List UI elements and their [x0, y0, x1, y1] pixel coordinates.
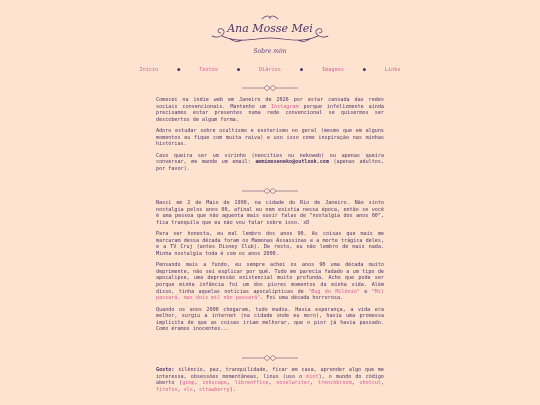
page-subtitle: Sobre mim — [253, 48, 287, 55]
intro-paragraph: Adoro estudar sobre ocultismo e esoterismo no geral (mesmo que em alguns momentos eu fique com muita raiva) e uso isso como inspiração nas minhas histórias. — [156, 128, 384, 148]
nav-separator-dot: ● — [299, 67, 303, 73]
link-mint[interactable]: mint — [306, 373, 319, 380]
link-inkscape[interactable]: inkscape — [202, 380, 227, 387]
contact-paragraph: Caso queira ser um virinho (neocities ou nekoweb) ou apenas queira conversar, me mande um email: ammimoseneko@outlook.com (apenas adultos, por favor). — [156, 152, 384, 172]
nav-link-imagens[interactable]: Imagens — [321, 67, 344, 73]
nav-separator-dot: ● — [237, 67, 241, 73]
bio-paragraph: Quando os anos 2000 chegaram, tudo mudou. Havia esperança, a vida era melhor, surgiu a internet (na cidade onde eu moro), havia uma promessa implícita de que as coisas iriam melhorar, que o pior já havia passado. Como éramos inocentes... — [156, 306, 384, 333]
nav-link-textos[interactable]: Textos — [199, 67, 219, 73]
highlight-quote: "Mil passará, mas dois mil não passará" — [156, 288, 385, 302]
link-shotcut[interactable]: shotcut — [359, 380, 381, 387]
intro-section — [156, 97, 384, 177]
bio-paragraph: Para ser honesta, eu mal lembro dos anos 90. As coisas que mais me marcaram dessa década foram os Mamonas Assassinas e a morte trágica deles, e a TV Cruj (antes Disney Club). De resto, eu não lembro de mais nada. Minha nostalgia toda é com os anos 2000. — [156, 231, 384, 257]
nav-link-links[interactable]: Links — [384, 67, 401, 73]
intro-paragraph: Comecei na indie web em Janeiro de 2026 por estar cansada das redes sociais convencionais. Mantenho um Instagram porque infelizmente ainda precisamos estar presentes numa rede convencional se quisermos ser descobertos de algum forma. — [156, 97, 385, 123]
likes-paragraph: Gosto: silêncio, paz, tranquilidade, ficar em casa, aprender algo que me interessa, obsessões momentâneas, linux (uso o mint), o mundo do código aberto (gimp, inkscape, libreoffice, novelwriter, trenchbroom, shotcut, firefox, vlc, strawberry). — [156, 367, 385, 393]
link-novelwriter[interactable]: novelwriter — [276, 380, 311, 387]
site-header — [0, 14, 540, 55]
link-vlc[interactable]: vlc — [183, 386, 193, 393]
ornament-divider — [0, 188, 540, 194]
highlight-quote: "Bug do Milênio" — [308, 288, 360, 295]
contact-email[interactable]: ammimoseneko@outlook.com — [255, 159, 329, 166]
link-trenchbroom[interactable]: trenchbroom — [317, 380, 352, 387]
link-gimp[interactable]: gimp — [182, 380, 195, 387]
link-firefox[interactable]: firefox — [156, 386, 178, 393]
ornament-divider — [0, 85, 540, 91]
bio-section — [156, 200, 384, 338]
nav-link-inicio[interactable]: Início — [139, 67, 159, 73]
site-title: Ana Mosse Mei — [227, 22, 313, 35]
instagram-link[interactable]: Instagram — [270, 103, 299, 110]
site-logo — [200, 14, 340, 50]
bio-paragraph: Nasci em 2 de Maio de 1990, na cidade do Rio de Janeiro. Não sinto nostalgia pelos anos 00, afinal eu nem existia nessa época, então se você é uma pessoa que não aguenta mais ouvir falas de "nostalgia dos anos 00", fica tranquila que eu não vou falar sobre isso. xD — [156, 200, 384, 226]
nav-separator-dot: ● — [362, 67, 366, 73]
nav-link-diarios[interactable]: Diários — [259, 67, 281, 73]
bio-paragraph: Pensando mais a fundo, eu sempre achei os anos 90 uma década muito deprimente, não sei explicar por quê. Tudo me parecia fadado a um tipo de apocalipse, uma depressão existencial muito profunda. Acho que pode ser porque minha infância foi um dos piores momentos da minha vida. Além disso, tinha aquelas notícias apocalípticas de "Bug do Milênio" e "Mil passará, mas dois mil não passará". Foi uma década horrorosa. — [156, 262, 385, 302]
ornament-divider — [0, 355, 540, 361]
nav-separator-dot: ● — [177, 67, 181, 73]
likes-section — [156, 367, 384, 398]
main-nav — [0, 67, 540, 73]
likes-label: Gosto: — [156, 367, 175, 373]
link-libreoffice[interactable]: libreoffice — [234, 380, 269, 387]
link-strawberry[interactable]: strawberry — [198, 386, 230, 393]
